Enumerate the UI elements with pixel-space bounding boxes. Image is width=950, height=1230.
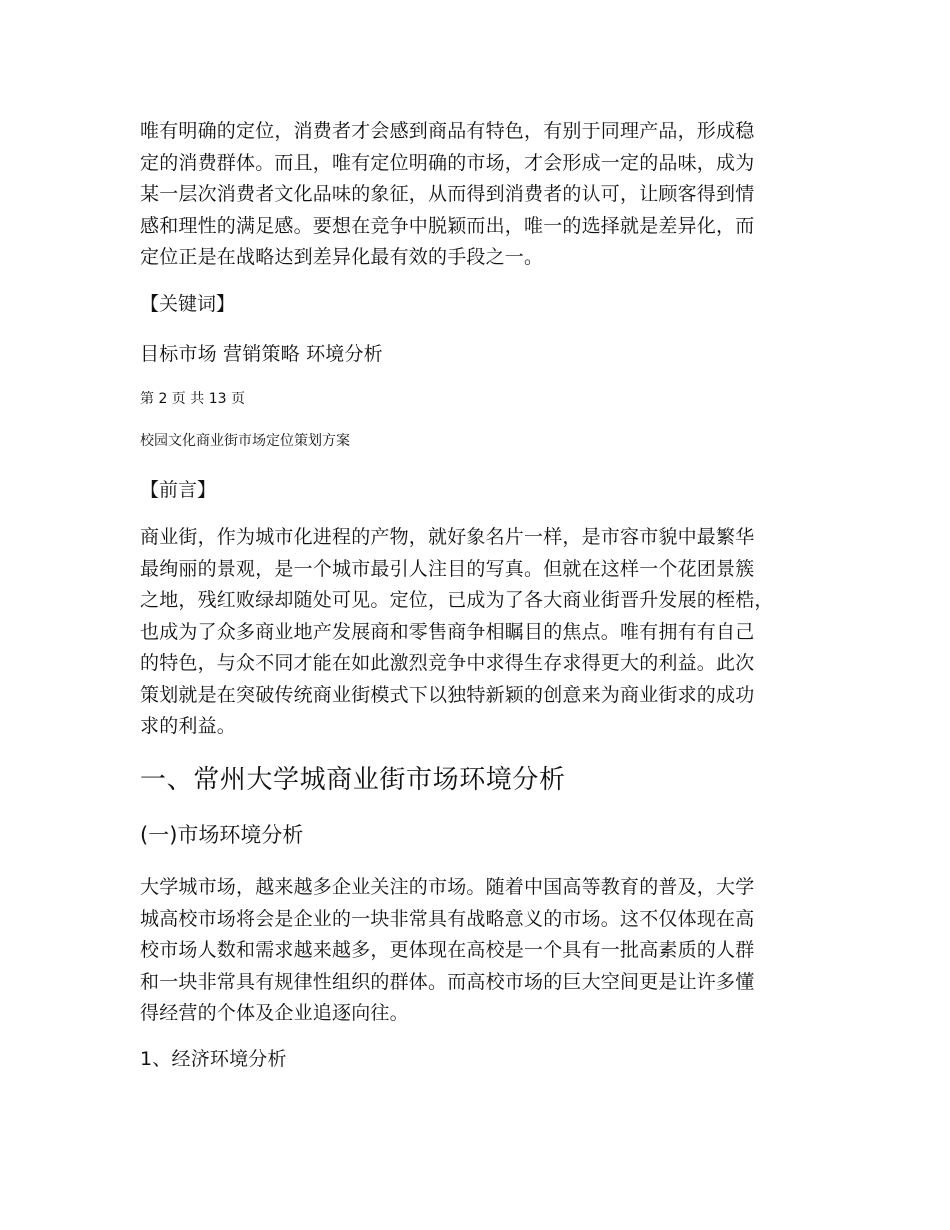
keywords-heading: 【关键词】 bbox=[140, 293, 236, 315]
market-paragraph: 大学城市场，越来越多企业关注的市场。随着中国高等教育的普及，大学 城高校市场将会是企业的一块非常具有战略意义的市场。这不仅体现在高 校市场人数和需求越来越多，更体现在高校是一个具有一批高素质的人群 和一块非常具有规律性组织的群体。而高校市场的巨大空间更是让许多懂 得经营的个体及企业追逐向往。 bbox=[140, 876, 755, 1024]
preface-heading: 【前言】 bbox=[140, 479, 217, 501]
keywords-text: 目标市场 营销策略 环境分析 bbox=[140, 343, 383, 365]
preface-paragraph: 商业街，作为城市化进程的产物，就好象名片一样，是市容市貌中最繁华 最绚丽的景观，是一个城市最引人注目的写真。但就在这样一个花团景簇 之地，残红败绿却随处可见。定位，已成为了各大商业街晋升发展的桎梏， 也成为了众多商业地产发展商和零售商争相瞩目的焦点。唯有拥有有自己 的特色，与众不同才能在如此激烈竞争中求得生存求得更大的利益。此次 策划就是在突破传统商业街模式下以独特新颖的创意来为商业街求的成功 求的利益。 bbox=[140, 526, 774, 737]
section-heading: 一、常州大学城商业街市场环境分析 bbox=[140, 765, 566, 795]
page-number: 第 2 页 共 13 页 bbox=[140, 391, 245, 407]
subsection-heading: (一)市场环境分析 bbox=[140, 823, 304, 847]
list-item-heading: 1、经济环境分析 bbox=[140, 1048, 287, 1070]
doc-title: 校园文化商业街市场定位策划方案 bbox=[140, 433, 350, 449]
intro-paragraph: 唯有明确的定位，消费者才会感到商品有特色，有别于同理产品，形成稳 定的消费群体。而且，唯有定位明确的市场，才会形成一定的品味，成为 某一层次消费者文化品味的象征，从而得到消费者的认可，让顾客得到情 感和理性的满足感。要想在竞争中脱颖而出，唯一的选择就是差异化，而 定位正是在战略达到差异化最有效的手段之一。 bbox=[140, 120, 755, 268]
